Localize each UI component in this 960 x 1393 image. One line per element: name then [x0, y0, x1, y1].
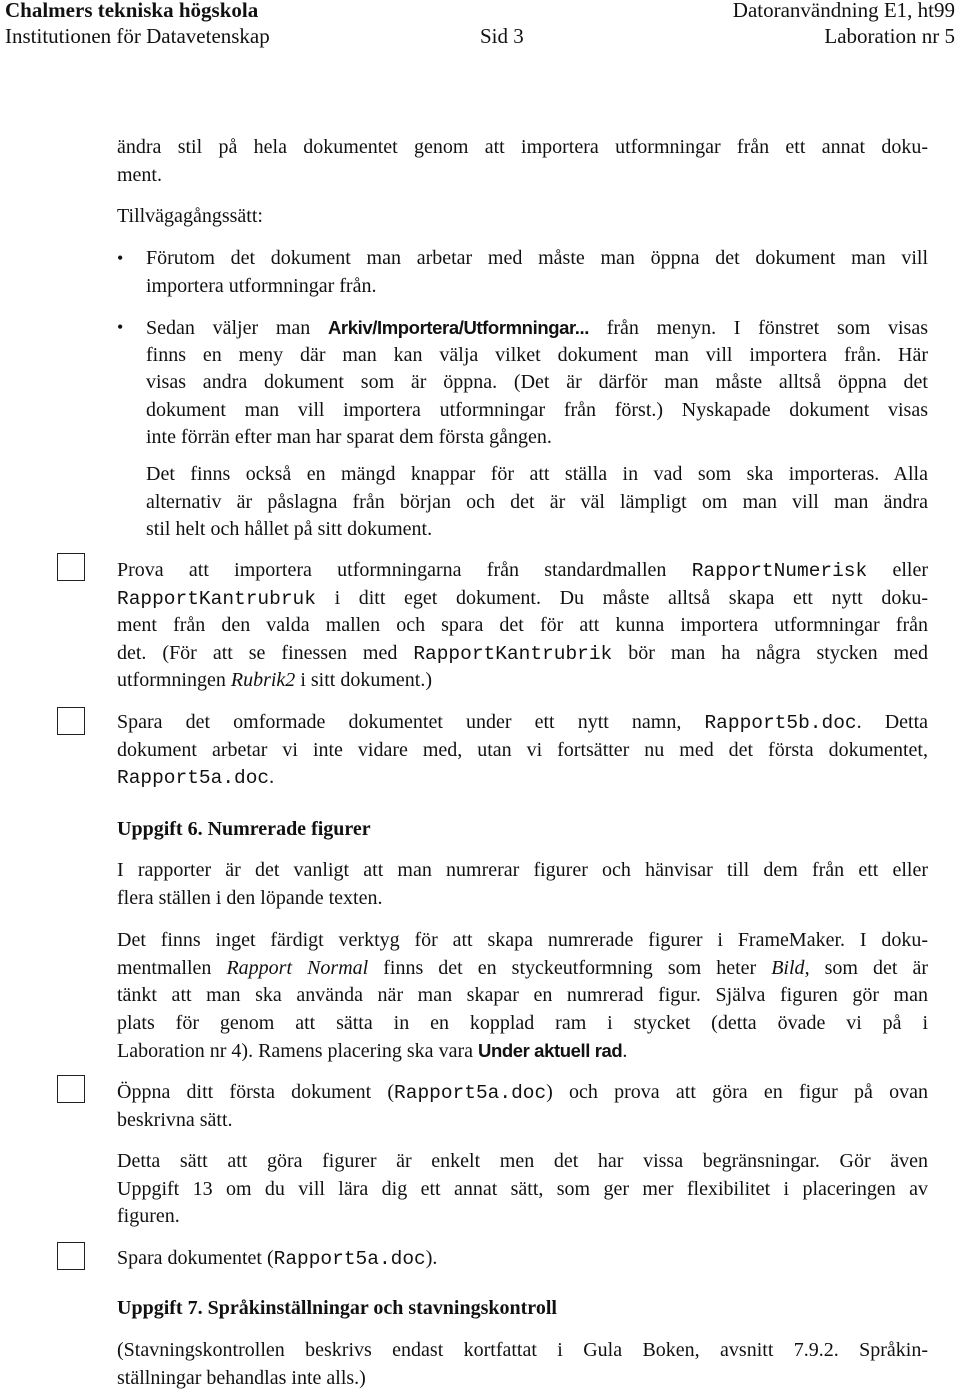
text-line: ändra stil på hela dokumentet genom att importera utformningar från ett annat doku-	[117, 136, 928, 158]
department-name: Institutionen för Datavetenskap	[5, 24, 270, 48]
text-line: plats för genom att sätta in en kopplad ram i stycket (detta övade vi på i	[117, 1011, 928, 1034]
file-name: Rapport5a.doc	[273, 1248, 426, 1270]
file-name: Rapport5a.doc	[394, 1082, 547, 1104]
text-line: I rapporter är det vanligt att man numrerar figurer och hänvisar till dem från ett eller	[117, 859, 928, 881]
text-line	[117, 955, 928, 983]
text-line: dokument man vill importera utformningar från först.) Nyskapade dokument visas	[146, 398, 928, 421]
style-name: Rubrik2	[230, 669, 296, 691]
text-run: finns det en styckeutformning som heter	[368, 956, 772, 979]
text-line: Uppgift 6. Numrerade figurer	[117, 818, 371, 840]
section6-paragraph-2	[117, 927, 928, 1065]
bullet-text	[146, 314, 928, 452]
text-run: eller	[867, 559, 928, 581]
text-line: flera ställen i den löpande texten.	[117, 886, 383, 909]
school-name: Chalmers tekniska högskola	[5, 0, 259, 22]
task-make-figure	[117, 1079, 928, 1134]
text-run: Laboration nr 4). Ramens placering ska vara	[117, 1040, 478, 1062]
text-line	[117, 557, 928, 585]
text-line	[117, 1079, 928, 1107]
page-header-row-1	[5, 0, 955, 23]
text-line: ment från den valda mallen och spara det för att kunna importera utformningar från	[117, 614, 928, 636]
task-checkbox[interactable]	[57, 707, 85, 735]
text-run: Prova att importera utformningarna från standardmallen	[117, 559, 692, 581]
text-line: tänkt att man ska använda när man skapar en numrerad figur. Själva figuren gör man	[117, 984, 928, 1006]
text-line: dokument arbetar vi inte vidare med, utan vi fortsätter nu med det första dokumentet,	[117, 738, 928, 761]
text-run: . Detta	[856, 711, 929, 733]
lab-number: Laboration nr 5	[824, 24, 955, 48]
text-line: Detta sätt att göra figurer är enkelt men det har vissa begränsningar. Gör även	[117, 1150, 928, 1172]
option-name: Under aktuell rad	[477, 1040, 623, 1061]
text-run: .	[622, 1040, 628, 1062]
file-name: Rapport5a.doc	[117, 767, 270, 789]
text-run: utformningen	[117, 669, 231, 691]
bullet-item	[0, 314, 960, 544]
menu-path: Arkiv/Importera/Utformningar...	[327, 317, 590, 338]
text-line: Det finns inget färdigt verktyg för att skapa numrerade figurer i FrameMaker. I doku-	[117, 929, 928, 951]
file-name: Rapport5b.doc	[704, 712, 857, 734]
section7-paragraph-1	[117, 1337, 928, 1392]
procedure-label	[117, 203, 928, 231]
task-import-styles	[117, 557, 928, 695]
course-name: Datoranvändning E1, ht99	[732, 0, 955, 22]
text-line: finns en meny där man kan välja vilket dokument man vill importera från. Här	[146, 343, 928, 366]
text-run: Öppna ditt första dokument (	[117, 1081, 395, 1103]
task-checkbox[interactable]	[57, 553, 85, 581]
style-name: Bild	[771, 956, 805, 979]
text-line: Uppgift 7. Språkinställningar och stavningskontroll	[117, 1297, 557, 1319]
text-line: stil helt och hållet på sitt dokument.	[146, 518, 433, 540]
text-line	[117, 1037, 928, 1065]
text-line: visas andra dokument som är öppna. (Det är därför man måste alltså öppna det	[146, 371, 928, 393]
task-checkbox[interactable]	[57, 1242, 85, 1270]
template-name: Rapport Normal	[226, 956, 369, 979]
section-heading-6	[117, 816, 928, 844]
text-line: Det finns också en mängd knappar för att ställa in vad som ska importeras. Alla	[146, 463, 928, 485]
text-line	[117, 667, 928, 695]
page-number: Sid 3	[480, 24, 524, 48]
template-name: RapportKantrubruk	[117, 587, 316, 610]
bullet-icon: •	[117, 248, 124, 268]
bullet-icon: •	[117, 317, 124, 337]
section6-paragraph-1	[117, 857, 928, 912]
text-run: .	[269, 766, 275, 788]
text-line	[117, 709, 928, 737]
text-run: Sedan väljer man	[146, 317, 328, 339]
text-run: Spara det omformade dokumentet under ett nytt namn,	[117, 711, 705, 733]
text-line: ment.	[117, 163, 162, 186]
text-line	[117, 1245, 928, 1273]
intro-paragraph	[117, 134, 928, 189]
text-line	[146, 314, 928, 342]
text-run: ).	[425, 1247, 438, 1269]
text-run: ) och prova att göra en figur på ovan	[546, 1081, 928, 1103]
template-name: RapportNumerisk	[691, 560, 868, 582]
text-run: bör man ha några stycken med	[612, 641, 928, 664]
template-name: RapportKantrubrik	[413, 642, 613, 665]
section-heading-7	[117, 1295, 928, 1323]
text-run: , som det är	[804, 956, 929, 979]
text-line: ställningar behandlas inte alls.)	[117, 1366, 366, 1389]
task-save-document-2	[117, 1245, 928, 1273]
text-line	[117, 640, 928, 668]
text-line	[117, 585, 928, 613]
task-save-document	[117, 709, 928, 792]
bullet-item	[0, 245, 960, 301]
text-line: Tillvägagångssätt:	[117, 205, 263, 227]
text-line: Förutom det dokument man arbetar med måste man öppna det dokument man vill	[146, 247, 928, 269]
section6-paragraph-3	[117, 1148, 928, 1231]
page-header-row-2	[5, 24, 955, 49]
text-line: importera utformningar från.	[146, 274, 377, 297]
task-checkbox[interactable]	[57, 1075, 85, 1103]
text-run: det. (För att se finessen med	[117, 641, 414, 664]
bullet-text	[146, 245, 928, 300]
text-run: från menyn. I fönstret som visas	[589, 317, 928, 339]
text-line: beskrivna sätt.	[117, 1108, 233, 1131]
text-line: inte förrän efter man har sparat dem första gången.	[146, 426, 552, 448]
text-run: Spara dokumentet (	[117, 1247, 274, 1269]
text-line: Uppgift 13 om du vill lära dig ett annat sätt, som ger mer flexibilitet i placeringen av	[117, 1177, 928, 1200]
text-line	[117, 764, 928, 792]
text-line: figuren.	[117, 1205, 180, 1227]
text-run: i sitt dokument.)	[295, 669, 432, 691]
text-run: mentmallen	[117, 956, 227, 979]
bullet-paragraph-2	[146, 461, 928, 544]
text-run: i ditt eget dokument. Du måste alltså skapa ett nytt doku-	[315, 586, 928, 609]
text-line: (Stavningskontrollen beskrivs endast kortfattat i Gula Boken, avsnitt 7.9.2. Språkin-	[117, 1339, 928, 1361]
text-line: alternativ är påslagna från början och det är väl lämpligt om man vill man ändra	[146, 490, 928, 513]
